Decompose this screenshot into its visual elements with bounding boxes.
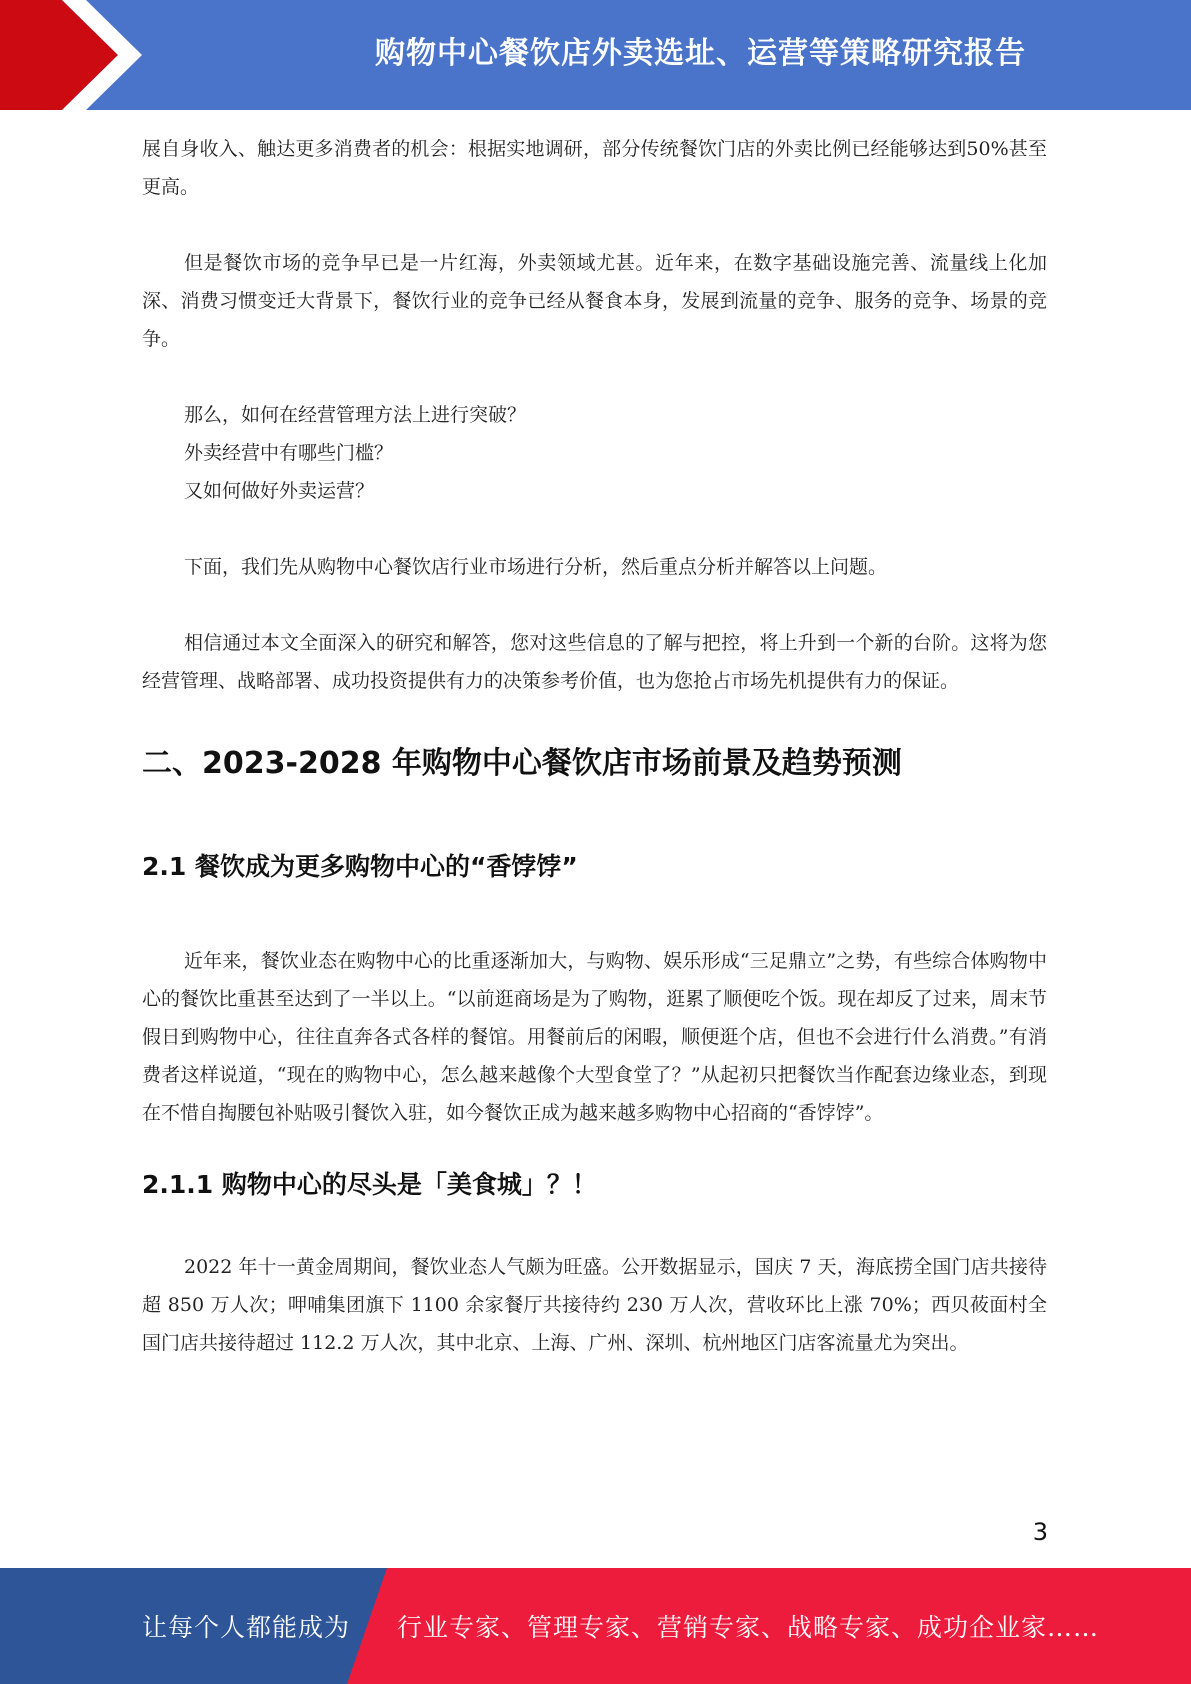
question-list xyxy=(142,396,1047,510)
footer-slogan-right: 行业专家、管理专家、营销专家、战略专家、成功企业家…… xyxy=(397,1613,1100,1642)
question-line: 那么，如何在经营管理方法上进行突破？ xyxy=(184,404,527,426)
paragraph: 展自身收入、触达更多消费者的机会：根据实地调研，部分传统餐饮门店的外卖比例已经能够达到50%甚至更高。 xyxy=(142,138,1047,198)
document-body xyxy=(142,130,1047,1362)
paragraph: 近年来，餐饮业态在购物中心的比重逐渐加大，与购物、娱乐形成“三足鼎立”之势，有些综合体购物中心的餐饮比重甚至达到了一半以上。“以前逛商场是为了购物，逛累了顺便吃个饭。现在却反了过来，周末节假日到购物中心，往往直奔各式各样的餐馆。用餐前后的闲暇，顺便逛个店，但也不会进行什么消费。”有消费者这样说道，“现在的购物中心，怎么越来越像个大型食堂了？”从起初只把餐饮当作配套边缘业态，到现在不惜自掏腰包补贴吸引餐饮入驻，如今餐饮正成为越来越多购物中心招商的“香饽饽”。 xyxy=(142,950,1047,1124)
paragraph: 下面，我们先从购物中心餐饮店行业市场进行分析，然后重点分析并解答以上问题。 xyxy=(184,556,888,578)
paragraph: 2022 年十一黄金周期间，餐饮业态人气颇为旺盛。公开数据显示，国庆 7 天，海底捞全国门店共接待超 850 万人次；呷哺集团旗下 1100 余家餐厅共接待约 230 万人次，营收环比上涨 70%；西贝莜面村全国门店共接待超过 112.2 万人次，其中北京、上海、广州、深圳、杭州地区门店客流量尤为突出。 xyxy=(142,1256,1047,1354)
question-line: 外卖经营中有哪些门槛？ xyxy=(184,442,394,464)
page-number: 3 xyxy=(1032,1518,1048,1546)
footer-banner xyxy=(0,1568,1191,1684)
paragraph: 但是餐饮市场的竞争早已是一片红海，外卖领域尤甚。近年来，在数字基础设施完善、流量线上化加深、消费习惯变迁大背景下，餐饮行业的竞争已经从餐食本身，发展到流量的竞争、服务的竞争、场景的竞争。 xyxy=(142,252,1047,350)
report-title: 购物中心餐饮店外卖选址、运营等策略研究报告 xyxy=(375,36,1026,71)
question-line: 又如何做好外卖运营？ xyxy=(184,480,375,502)
subsubsection-heading: 2.1.1 购物中心的尽头是「美食城」？！ xyxy=(142,1170,597,1199)
section-heading: 二、2023-2028 年购物中心餐饮店市场前景及趋势预测 xyxy=(142,746,902,781)
header-banner xyxy=(0,0,1191,110)
paragraph: 相信通过本文全面深入的研究和解答，您对这些信息的了解与把控，将上升到一个新的台阶。这将为您经营管理、战略部署、成功投资提供有力的决策参考价值，也为您抢占市场先机提供有力的保证。 xyxy=(142,632,1047,692)
footer-slogan-left: 让每个人都能成为 xyxy=(142,1613,351,1642)
red-chevron-shape xyxy=(0,0,150,110)
subsection-heading: 2.1 餐饮成为更多购物中心的“香饽饽” xyxy=(142,852,578,881)
